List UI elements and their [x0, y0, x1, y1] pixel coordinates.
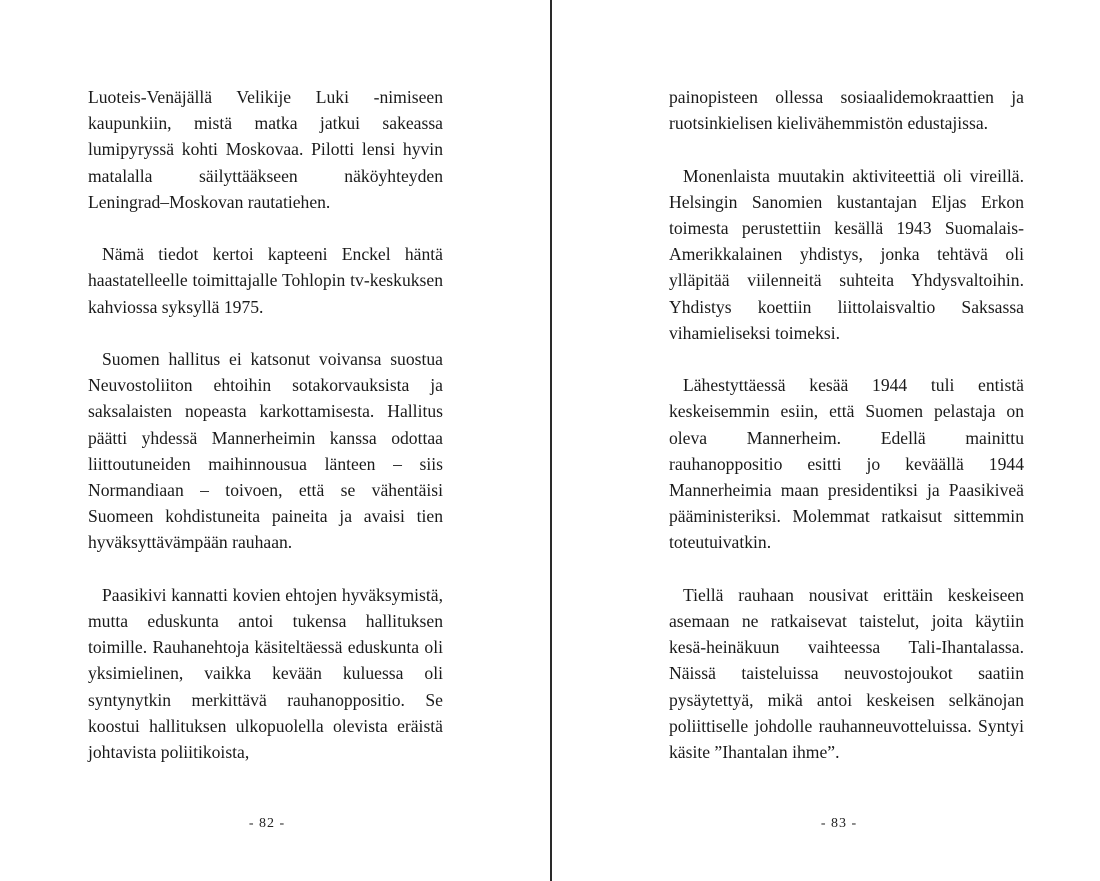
paragraph: Nämä tiedot kertoi kapteeni Enckel häntä haastatelleelle toimittajalle Tohlopin tv-keskuksen kahviossa syksyllä 1975.	[88, 244, 443, 317]
left-page-text	[88, 84, 443, 791]
paragraph: Suomen hallitus ei katsonut voivansa suostua Neuvostoliiton ehtoihin sotakorvauksista ja saksalaisten nopeasta karkottamisesta. Hallitus päätti yhdessä Mannerheimin kanssa odottaa liittoutuneiden maihinnousua länteen – siis Normandiaan – toivoen, että se vähentäisi Suomeen kohdistuneita paineita ja avaisi tien hyväksyttävämpään rauhaan.	[88, 349, 443, 553]
right-page-text	[669, 84, 1024, 791]
paragraph: Paasikivi kannatti kovien ehtojen hyväksymistä, mutta eduskunta antoi tukensa hallituksen toimille. Rauhanehtoja käsiteltäessä eduskunta oli yksimielinen, vaikka kevään kuluessa oli syntynytkin merkittävä rauhanoppositio. Se koostui hallituksen ulkopuolella olevista eräistä johtavista poliitikoista,	[88, 584, 443, 763]
page-number: - 83 -	[820, 816, 858, 831]
right-page	[552, 0, 1100, 881]
paragraph: Tiellä rauhaan nousivat erittäin keskeiseen asemaan ne ratkaisevat taistelut, joita käytiin kesä-heinäkuun vaihteessa Tali-Ihantalassa. Näissä taisteluissa neuvostojoukot saatiin pysäytettyä, mikä antoi keskeisen selkänojan poliittiselle johdolle rauhanneuvotteluissa. Syntyi käsite ”Ihantalan ihme”.	[669, 584, 1024, 763]
paragraph: Monenlaista muutakin aktiviteettiä oli vireillä. Helsingin Sanomien kustantajan Eljas Erkon toimesta perustettiin kesällä 1943 Suomalais-Amerikkalainen yhdistys, jonka tehtävä oli ylläpitää viilenneitä suhteita Yhdysvaltoihin. Yhdistys koettiin liittolaisvaltio Saksassa vihamieliseksi toimeksi.	[669, 165, 1024, 343]
paragraph: Lähestyttäessä kesää 1944 tuli entistä keskeisemmin esiin, että Suomen pelastaja on oleva Mannerheim. Edellä mainittu rauhanoppositio esitti jo keväällä 1944 Mannerheimia maan presidentiksi ja Paasikiveä pääministeriksi. Molemmat ratkaisut sittemmin toteutuivatkin.	[669, 375, 1024, 553]
page-number: - 82 -	[248, 816, 286, 831]
paragraph: painopisteen ollessa sosiaalidemokraattien ja ruotsinkielisen kielivähemmistön edustajissa.	[669, 87, 1024, 134]
paragraph: Luoteis-Venäjällä Velikije Luki -nimiseen kaupunkiin, mistä matka jatkui sakeassa lumipyryssä kohti Moskovaa. Pilotti lensi hyvin matalalla säilyttääkseen näköyhteyden Leningrad–Moskovan rautatiehen.	[88, 87, 443, 212]
